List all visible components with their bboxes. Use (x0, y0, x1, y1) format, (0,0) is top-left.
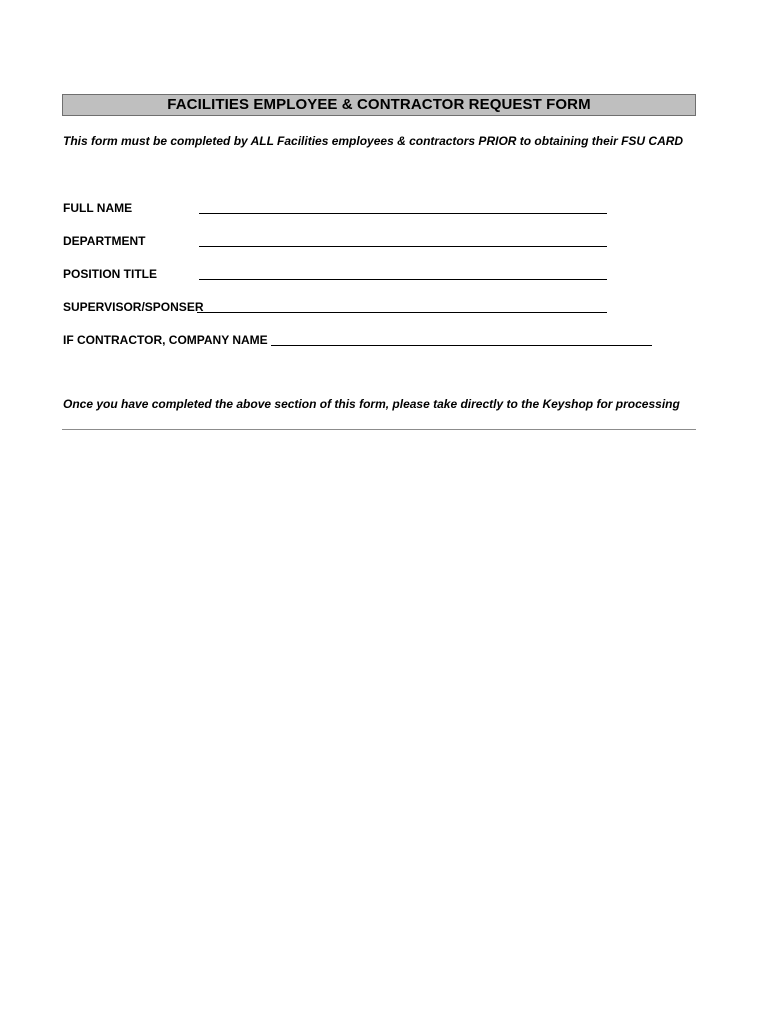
supervisor-sponser-input-line[interactable] (197, 312, 607, 313)
position-title-field (63, 266, 608, 282)
supervisor-sponser-label: SUPERVISOR/SPONSER (63, 300, 204, 314)
supervisor-sponser-field (63, 299, 608, 315)
full-name-label: FULL NAME (63, 201, 133, 215)
form-title: FACILITIES EMPLOYEE & CONTRACTOR REQUEST FORM (62, 94, 696, 116)
department-label: DEPARTMENT (63, 234, 146, 248)
company-name-input-line[interactable] (271, 345, 652, 346)
position-title-input-line[interactable] (199, 279, 607, 280)
department-input-line[interactable] (199, 246, 607, 247)
company-name-label: IF CONTRACTOR, COMPANY NAME (63, 333, 268, 347)
department-field (63, 233, 608, 249)
intro-text: This form must be completed by ALL Facilities employees & contractors PRIOR to obtaining their FSU CARD (63, 134, 684, 148)
full-name-input-line[interactable] (199, 213, 607, 214)
position-title-label: POSITION TITLE (63, 267, 158, 281)
divider-line (62, 429, 696, 430)
outro-text: Once you have completed the above section of this form, please take directly to the Keyshop for processing (63, 397, 680, 411)
company-name-field (63, 332, 653, 348)
full-name-field (63, 200, 608, 216)
